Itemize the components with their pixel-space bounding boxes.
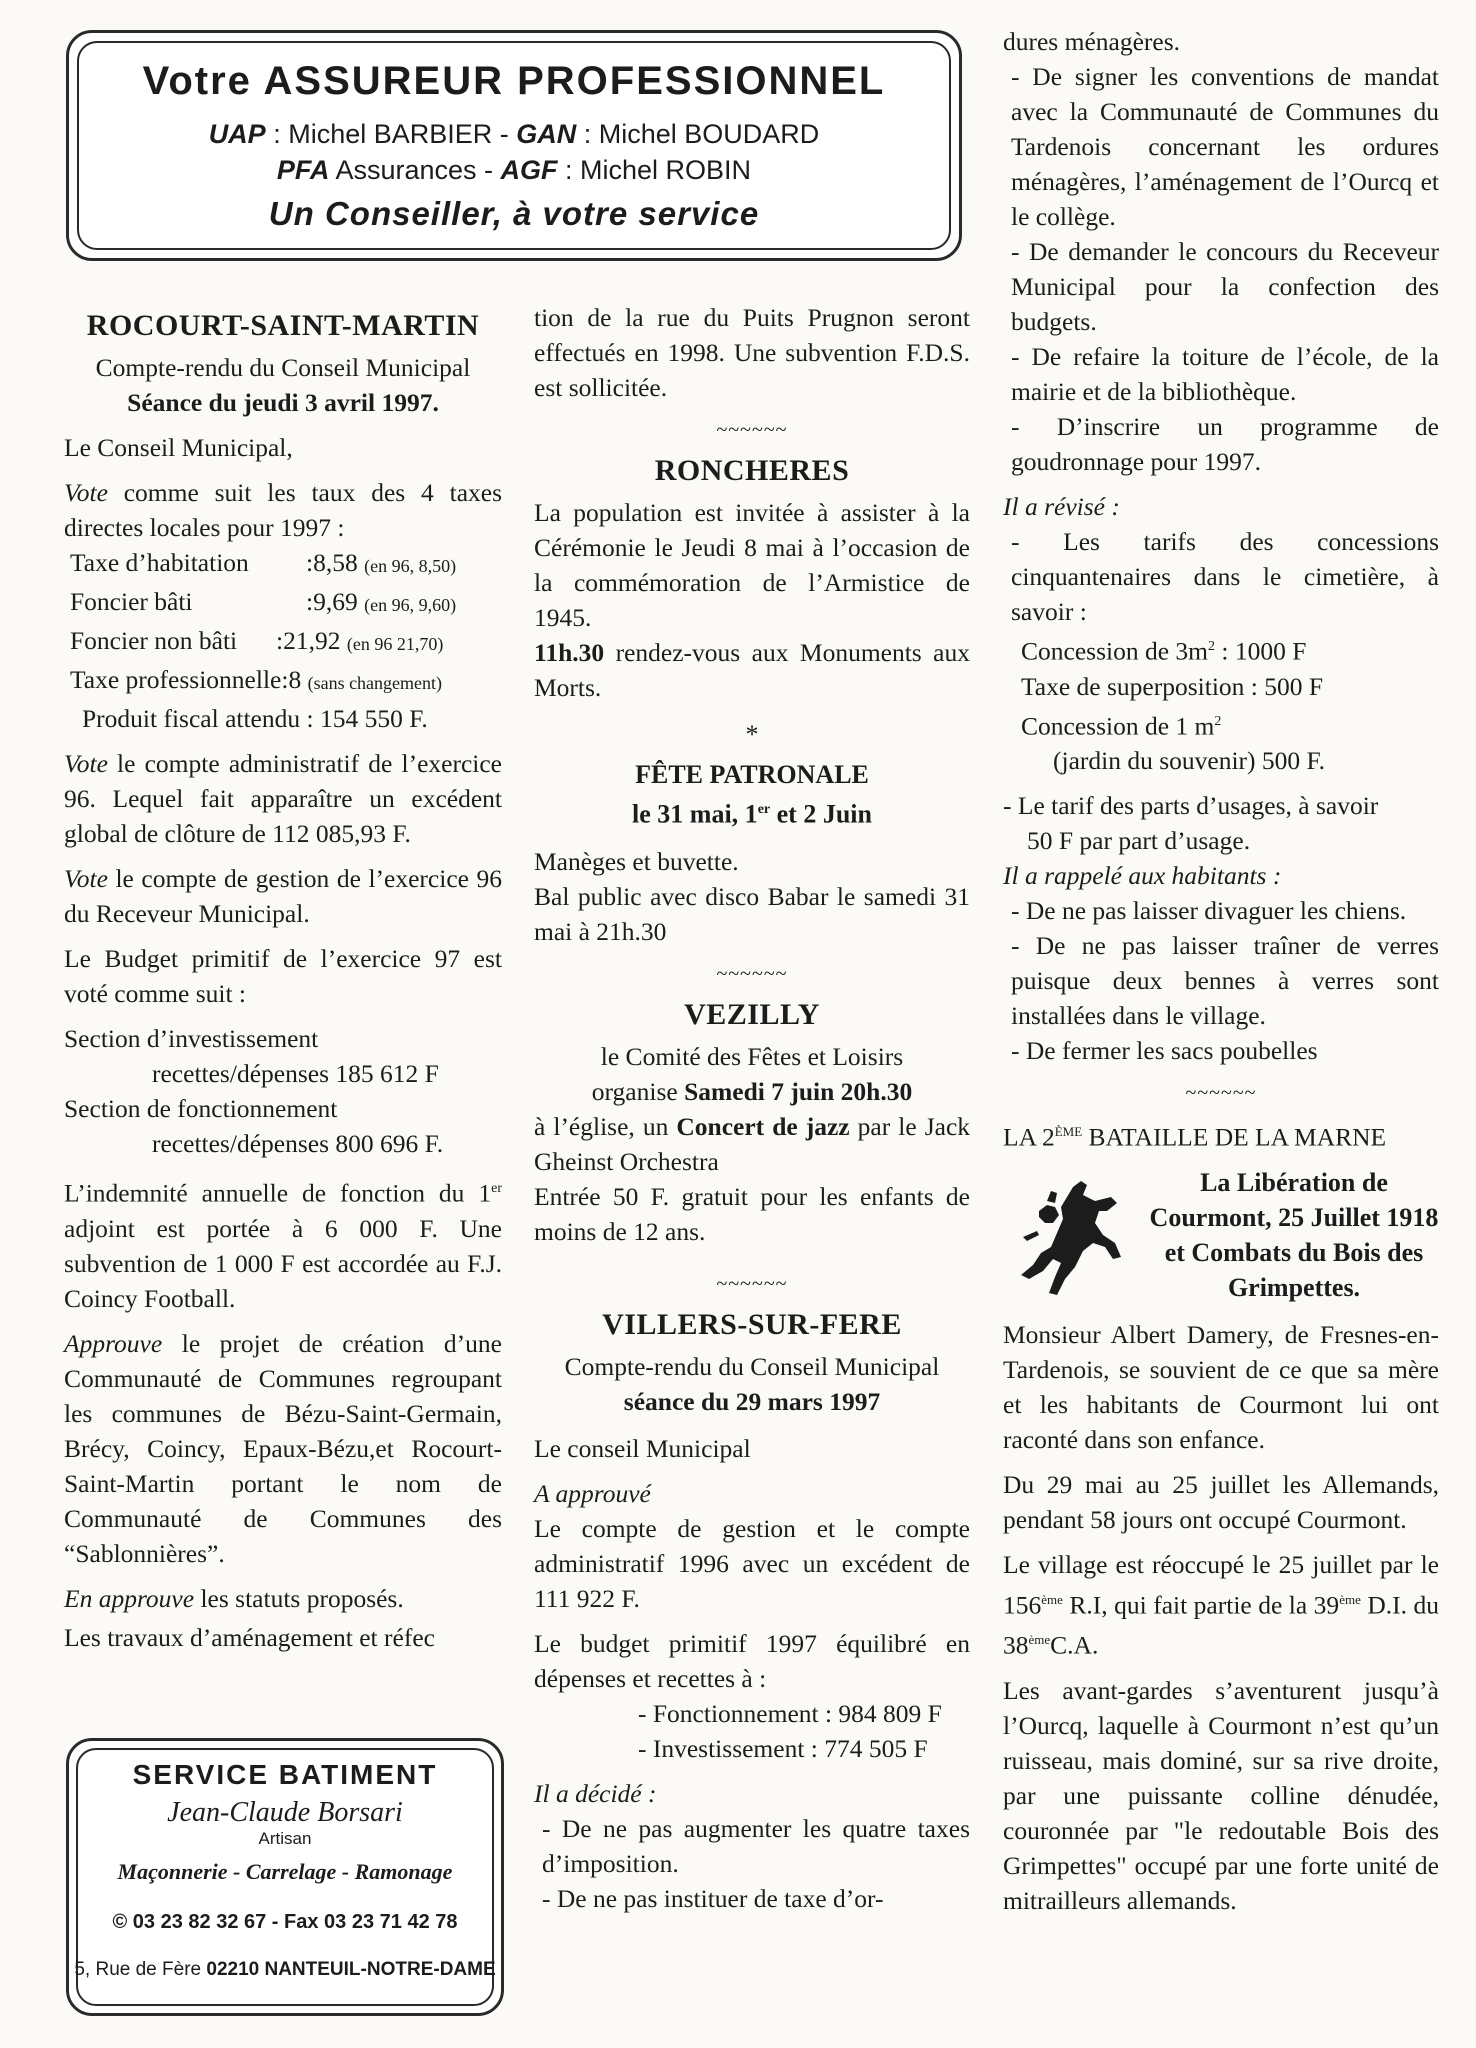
- villers-subheading: Compte-rendu du Conseil Municipal: [564, 1351, 940, 1381]
- villers-compte: Le compte de gestion et le compte administratif 1996 avec un excédent de 111 922 F.: [534, 1513, 970, 1613]
- insurance-ad-line2: [69, 155, 959, 186]
- rocourt-session: Séance du jeudi 3 avril 1997.: [127, 388, 439, 417]
- liberation-title: La Libération de Courmont, 25 Juillet 1918 et Combats du Bois des Grimpettes.: [1149, 1167, 1439, 1302]
- rocourt-vote-taxes: Vote comme suit les taux des 4 taxes directes locales pour 1997 :: [64, 478, 502, 542]
- villers-rappel-item: - De ne pas laisser traîner de verres puisque deux bennes à verres sont installées dans le village.: [1011, 931, 1439, 1030]
- star-separator: *: [745, 720, 759, 749]
- vezilly-heading: VEZILLY: [684, 997, 820, 1031]
- vezilly-entry: Entrée 50 F. gratuit pour les enfants de moins de 12 ans.: [534, 1181, 970, 1246]
- tax-row: Foncier bâti : 9,69 (en 96, 9,60): [70, 587, 457, 616]
- rocourt-budget: Le Budget primitif de l’exercice 97 est voté comme suit :: [64, 944, 502, 1008]
- marne-heading: LA 2ÈME BATAILLE DE LA MARNE: [1003, 1122, 1387, 1152]
- villers-revise-item-cont: 50 F par part d’usage.: [1027, 826, 1251, 855]
- gan-agent: : Michel BOUDARD: [576, 119, 820, 149]
- jardin-souvenir: (jardin du souvenir) 500 F.: [1053, 746, 1326, 775]
- concession-1m: Concession de 1 $m^2$: [1021, 711, 1222, 740]
- villers-heading: VILLERS-SUR-FERE: [602, 1307, 902, 1341]
- separator: ~~~~~~: [716, 1272, 788, 1295]
- separator: ~~~~~~: [1185, 1082, 1257, 1104]
- villers-investissement: - Investissement : 774 505 F: [638, 1733, 928, 1763]
- villers-session: séance du 29 mars 1997: [623, 1386, 881, 1416]
- building-ad-services: Maçonnerie - Carrelage - Ramonage: [117, 1859, 453, 1884]
- insurance-ad: [66, 30, 962, 261]
- separator: ~~~~~~: [716, 962, 788, 985]
- column-right: [1003, 24, 1439, 1918]
- villers-revise: Il a révisé :: [1003, 492, 1120, 521]
- separator: ~~~~~~: [716, 419, 788, 441]
- fete-heading: FÊTE PATRONALE: [635, 760, 869, 789]
- agf-agent: : Michel ROBIN: [557, 155, 752, 185]
- uap-agent: : Michel BARBIER -: [265, 119, 517, 149]
- villers-decide-item: - De signer les conventions de mandat avec la Communauté de Communes du Tardenois concernant les ordures ménagères, l’aménagement de l’Ourcq et le collège.: [1011, 62, 1439, 231]
- villers-revise-item: - Les tarifs des concessions cinquantenaires dans le cimetière, à savoir :: [1011, 527, 1439, 626]
- roncheres-text: La population est invitée à assister à la Cérémonie le Jeudi 8 mai à l’occasion de la commémoration de l’Armistice de 1945.: [534, 498, 970, 632]
- villers-budget: Le budget primitif 1997 équilibré en dépenses et recettes à :: [534, 1628, 970, 1693]
- rocourt-indemnite: L’indemnité annuelle de fonction du 1er adjoint est portée à 6 000 F. Une subvention de 1 000 F est accordée au F.J. Coincy Football.: [64, 1178, 502, 1313]
- uap-brand: UAP: [208, 119, 266, 149]
- building-ad-phone: © 03 23 82 32 67 - Fax 03 23 71 42 78: [112, 1911, 458, 1933]
- produit-fiscal: Produit fiscal attendu : 154 550 F.: [82, 704, 428, 733]
- villers-decide-item: - De ne pas augmenter les quatre taxes d’imposition.: [542, 1813, 970, 1878]
- tax-row: Foncier non bâti : 21,92 (en 96 21,70): [70, 626, 444, 655]
- fete-text1: Manèges et buvette.: [534, 846, 739, 876]
- gan-brand: GAN: [516, 119, 577, 149]
- pfa-text: Assurances -: [329, 155, 501, 185]
- roncheres-heading: RONCHERES: [654, 454, 850, 487]
- rocourt-travaux: Les travaux d’aménagement et réfec: [64, 1622, 435, 1652]
- rocourt-travaux-cont: tion de la rue du Puits Prugnon seront effectués en 1998. Une subvention F.D.S. est sollicitée.: [534, 303, 970, 402]
- insurance-ad-tagline: Un Conseiller, à votre service: [268, 195, 760, 232]
- rocourt-approuve: Approuve le projet de création d’une Communauté de Communes regroupant les communes de Bézu-Saint-Germain, Brécy, Coincy, Epaux-Bézu,et Rocourt-Saint-Martin portant le nom de Communauté de Communes des “Sablonnières”.: [64, 1328, 502, 1568]
- cavalry-rider-icon: [1003, 1167, 1143, 1307]
- taxe-superposition: Taxe de superposition : 500 F: [1021, 671, 1324, 701]
- column-middle: [534, 300, 970, 1916]
- villers-rappel-item: - De fermer les sacs poubelles: [1011, 1036, 1318, 1065]
- villers-rappele: Il a rappelé aux habitants :: [1003, 861, 1282, 890]
- villers-revise-item: - Le tarif des parts d’usages, à savoir: [1003, 791, 1379, 820]
- agf-brand: AGF: [500, 155, 558, 185]
- villers-rappel-item: - De ne pas laisser divaguer les chiens.: [1011, 896, 1407, 925]
- rocourt-heading: ROCOURT-SAINT-MARTIN: [86, 309, 480, 342]
- rocourt-en-approuve: En approuve les statuts proposés.: [64, 1583, 404, 1613]
- building-ad-title: SERVICE BATIMENT: [132, 1759, 438, 1790]
- villers-fonctionnement: - Fonctionnement : 984 809 F: [638, 1698, 942, 1728]
- section-fonctionnement-label: Section de fonctionnement: [64, 1094, 338, 1123]
- villers-decide-item: - De demander le concours du Receveur Municipal pour la confection des budgets.: [1011, 237, 1439, 336]
- liberation-block: [1003, 1165, 1439, 1307]
- villers-decide-item: - De ne pas instituer de taxe d’or-: [542, 1883, 884, 1913]
- villers-approuve: A approuvé: [534, 1478, 651, 1508]
- rocourt-vote-compte-gestion: Vote le compte de gestion de l’exercice 96 du Receveur Municipal.: [64, 864, 502, 928]
- vezilly-line1: le Comité des Fêtes et Loisirs: [600, 1041, 904, 1071]
- villers-decide: Il a décidé :: [534, 1778, 657, 1808]
- tax-rates-list: [64, 545, 502, 736]
- building-ad-role: Artisan: [258, 1829, 312, 1848]
- concession-3m: Concession de $3m^2$ : 1000 F: [1021, 636, 1307, 666]
- building-ad-name: Jean-Claude Borsari: [167, 1797, 403, 1828]
- pfa-brand: PFA: [276, 155, 330, 185]
- villers-decide-item: - D’inscrire un programme de goudronnage pour 1997.: [1011, 412, 1439, 476]
- rocourt-vote-compte-admin: Vote le compte administratif de l’exercice 96. Lequel fait apparaître un excédent global de clôture de 112 085,93 F.: [64, 749, 502, 848]
- rocourt-subheading: Compte-rendu du Conseil Municipal: [95, 353, 471, 382]
- villers-cont: dures ménagères.: [1003, 27, 1181, 56]
- reoccupation-paragraph: Le village est réoccupé le 25 juillet par le 156ème R.I, qui fait partie de la 39ème D.I. du 38èmeC.A.: [1003, 1549, 1439, 1660]
- tax-row: Taxe professionnelle : 8 (sans changement): [70, 665, 443, 694]
- avant-gardes-paragraph: Les avant-gardes s’aventurent jusqu’à l’Ourcq, laquelle à Courmont n’est qu’un ruisseau, mais dominé, sur sa rive droite, par une puissante colline dénudée, couronnée par "le redoutable Bois des Grimpettes" occupé par une forte unité de mitrailleurs allemands.: [1003, 1675, 1439, 1915]
- occupation-paragraph: Du 29 mai au 25 juillet les Allemands, pendant 58 jours ont occupé Courmont.: [1003, 1469, 1439, 1534]
- insurance-ad-title: Votre ASSUREUR PROFESSIONNEL: [142, 59, 886, 103]
- villers-intro: Le conseil Municipal: [534, 1433, 751, 1463]
- tax-row: Taxe d’habitation : 8,58 (en 96, 8,50): [70, 548, 457, 577]
- insurance-ad-line1: [69, 119, 959, 150]
- villers-decide-item: - De refaire la toiture de l’école, de la mairie et de la bibliothèque.: [1011, 342, 1439, 406]
- building-service-ad: [66, 1738, 504, 2016]
- vezilly-line2: organise Samedi 7 juin 20h.30: [591, 1076, 913, 1106]
- building-ad-address: 5, Rue de Fère 02210 NANTEUIL-NOTRE-DAME: [74, 1959, 496, 1980]
- vezilly-line3: à l’église, un Concert de jazz par le Jack Gheinst Orchestra: [534, 1111, 971, 1176]
- section-investissement-label: Section d’investissement: [64, 1024, 319, 1053]
- fete-dates: le 31 mai, 1er et 2 Juin: [632, 799, 872, 829]
- section-investissement-value: recettes/dépenses 185 612 F: [152, 1059, 439, 1088]
- damery-paragraph: Monsieur Albert Damery, de Fresnes-en-Tardenois, se souvient de ce que sa mère et les habitants de Courmont lui ont raconté dans son enfance.: [1003, 1319, 1439, 1454]
- roncheres-rendezvous: 11h.30 rendez-vous aux Monuments aux Morts.: [534, 638, 970, 702]
- section-fonctionnement-value: recettes/dépenses 800 696 F.: [152, 1129, 444, 1158]
- column-rocourt: [64, 300, 502, 1655]
- rocourt-intro: Le Conseil Municipal,: [64, 433, 293, 462]
- fete-text2: Bal public avec disco Babar le samedi 31 mai à 21h.30: [534, 881, 970, 946]
